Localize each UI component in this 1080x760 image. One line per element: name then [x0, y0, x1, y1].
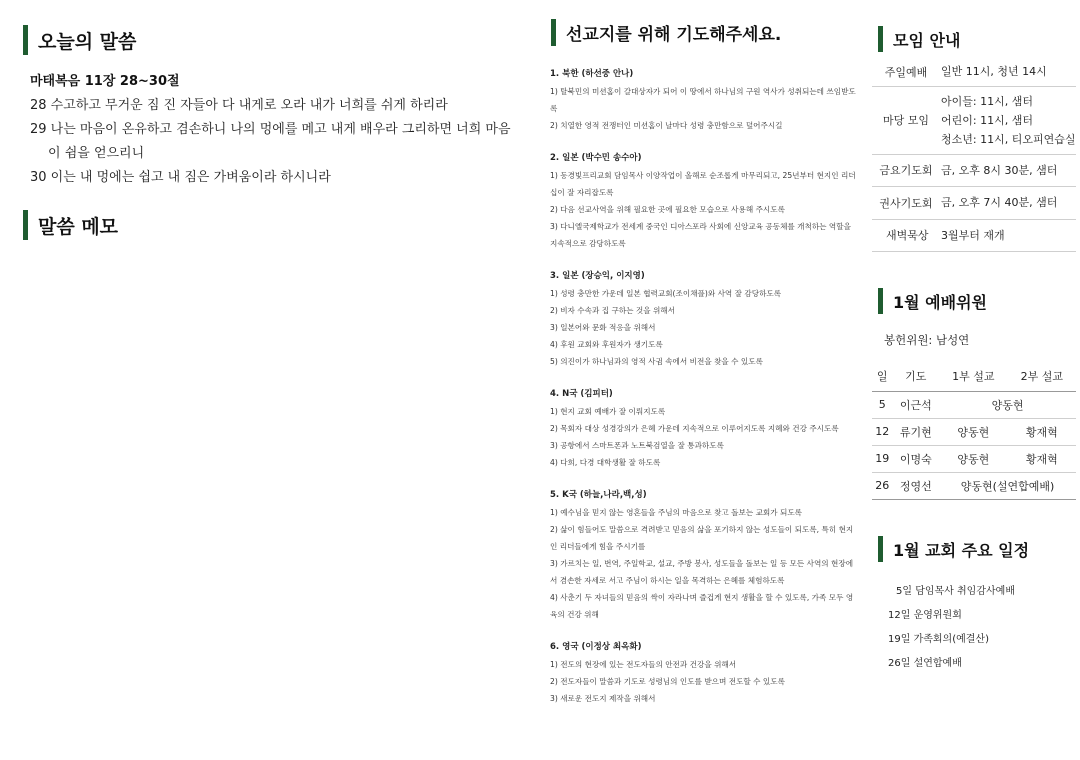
mission-prayer-heading [551, 19, 781, 46]
column-header: 1부 설교 [939, 362, 1007, 391]
heading-accent-bar [878, 288, 883, 314]
heading-accent-bar [23, 25, 28, 55]
table-row [872, 472, 1076, 499]
prayer-item: 2) 목회자 대상 성경강의가 은혜 가운데 지속적으로 이루어지도록 지혜와 건강 주시도록 [550, 424, 839, 433]
meeting-label: 금요기도회 [872, 154, 940, 186]
meeting-value-line: 금, 오후 8시 30분, 샘터 [941, 163, 1058, 177]
sermon-cell: 양동현 [939, 418, 1007, 445]
schedule-item: 19일 가족회의(예결산) [888, 634, 989, 645]
day-cell: 12 [872, 418, 892, 445]
worship-committee-title: 1월 예배위원 [893, 292, 987, 312]
meeting-info-heading [878, 26, 960, 52]
prayer-group-title: 5. K국 (하늘,나라,백,성) [550, 490, 647, 500]
meeting-value-line: 3월부터 재개 [941, 228, 1005, 242]
table-row [872, 86, 1076, 154]
verse-line: 30 이는 내 멍에는 쉽고 내 짐은 가벼움이라 하시니라 [30, 170, 331, 185]
sermon-cell: 양동현(설연합예배) [939, 472, 1076, 499]
column-header: 기도 [892, 362, 939, 391]
meeting-label: 새벽묵상 [872, 219, 940, 251]
sermon-cell: 황재혁 [1008, 418, 1076, 445]
meeting-value-line: 청소년: 11시, 티오피연습실 [941, 132, 1076, 146]
sermon-cell: 양동현 [939, 445, 1007, 472]
sermon-cell: 황재혁 [1008, 445, 1076, 472]
prayer-item: 3) 가르치는 일, 번역, 주일학교, 설교, 주방 봉사, 성도들을 돌보는 일 등 모든 사역의 현장에서 겸손한 자세로 서고 주님이 하시는 일을 목격하는 은혜를 체험하도록 [550, 559, 854, 585]
mission-prayer-title: 선교지를 위해 기도해주세요. [566, 25, 782, 45]
meeting-value [940, 154, 1076, 186]
meeting-value-line: 아이들: 11시, 샘터 [941, 94, 1033, 108]
prayer-group [550, 487, 860, 623]
prayer-group [550, 150, 860, 252]
table-row [872, 154, 1076, 186]
prayer-cell: 이근석 [892, 391, 939, 418]
heading-accent-bar [878, 536, 883, 562]
verse-line: 이 쉼을 얻으리니 [48, 146, 145, 161]
table-row [872, 391, 1076, 418]
day-cell: 19 [872, 445, 892, 472]
prayer-item: 5) 의진이가 하나님과의 영적 사귐 속에서 비전을 찾을 수 있도록 [550, 357, 763, 366]
meeting-info-table [872, 58, 1076, 252]
prayer-item: 1) 동경빛프리교회 담임목사 이양작업이 올해로 순조롭게 마무리되고, 25년부터 현지인 리더십이 잘 자리잡도록 [550, 171, 856, 197]
word-memo-title: 말씀 메모 [38, 215, 119, 238]
church-schedule-title: 1월 교회 주요 일정 [893, 540, 1030, 560]
todays-word-heading [23, 25, 136, 55]
worship-committee-heading [878, 288, 987, 314]
meeting-value [940, 58, 1076, 86]
heading-accent-bar [878, 26, 883, 52]
meeting-value-line: 어린이: 11시, 샘터 [941, 113, 1033, 127]
heading-accent-bar [551, 19, 556, 46]
meeting-value-line: 일반 11시, 청년 14시 [941, 65, 1047, 79]
table-row [872, 58, 1076, 86]
prayer-item: 4) 다희, 다경 대학생활 잘 하도록 [550, 458, 661, 467]
prayer-item: 4) 사춘기 두 자녀들의 믿음의 싹이 자라나며 즐겁게 현지 생활을 할 수 있도록, 가족 모두 영육의 건강 위해 [550, 593, 854, 619]
meeting-value [940, 86, 1076, 154]
prayer-item: 3) 새로운 전도지 제작을 위해서 [550, 694, 656, 703]
meeting-info-title: 모임 안내 [893, 30, 961, 50]
meeting-label: 주일예배 [872, 58, 940, 86]
prayer-group [550, 386, 860, 471]
prayer-cell: 이명숙 [892, 445, 939, 472]
prayer-item: 2) 치열한 영적 전쟁터인 미션홈이 날마다 성령 충만함으로 덮어주시길 [550, 121, 783, 130]
prayer-cell: 류기현 [892, 418, 939, 445]
day-cell: 5 [872, 391, 892, 418]
prayer-item: 1) 예수님을 믿지 않는 영혼들을 주님의 마음으로 찾고 돌보는 교회가 되도록 [550, 508, 802, 517]
prayer-group [550, 268, 860, 370]
word-memo-heading [23, 210, 118, 240]
todays-word-title: 오늘의 말씀 [38, 30, 137, 53]
table-row [872, 418, 1076, 445]
schedule-item: 5일 담임목사 취임감사예배 [896, 586, 1015, 597]
prayer-item: 3) 다니엘국제학교가 전세계 중국인 디아스포라 사회에 신앙교육 공동체를 개척하는 역할을 지속적으로 감당하도록 [550, 222, 851, 248]
column-header: 일 [872, 362, 892, 391]
schedule-item: 26일 설연합예배 [888, 658, 962, 669]
sermon-cell: 양동현 [939, 391, 1076, 418]
offering-committee: 봉헌위원: 남성연 [884, 333, 970, 347]
prayer-item: 1) 성령 충만한 가운데 일본 협력교회(조이채플)와 사역 잘 감당하도록 [550, 289, 782, 298]
meeting-label: 마당 모임 [872, 86, 940, 154]
prayer-cell: 정영선 [892, 472, 939, 499]
heading-accent-bar [23, 210, 28, 240]
prayer-item: 3) 일본어와 문화 적응을 위해서 [550, 323, 656, 332]
day-cell: 26 [872, 472, 892, 499]
table-row [872, 219, 1076, 251]
meeting-value-line: 금, 오후 7시 40분, 샘터 [941, 196, 1058, 209]
verse-line: 29 나는 마음이 온유하고 겸손하니 나의 멍에를 메고 내게 배우라 그리하면 너희 마음 [30, 122, 511, 137]
table-row [872, 445, 1076, 472]
table-header-row [872, 362, 1076, 391]
prayer-group-title: 4. N국 (김피터) [550, 389, 613, 399]
prayer-item: 1) 전도의 현장에 있는 전도자들의 안전과 건강을 위해서 [550, 660, 737, 669]
prayer-item: 2) 비자 수속과 집 구하는 것을 위해서 [550, 306, 675, 315]
prayer-group-title: 6. 영국 (이정상 최옥화) [550, 642, 642, 652]
meeting-label: 권사기도회 [872, 186, 940, 219]
prayer-item: 2) 삶이 힘들어도 말씀으로 격려받고 믿음의 삶을 포기하지 않는 성도들이 되도록, 특히 현지인 리더들에게 힘을 주시기를 [550, 525, 854, 551]
prayer-group-title: 2. 일본 (박수민 송수아) [550, 153, 642, 163]
worship-committee-table [872, 362, 1076, 500]
prayer-group [550, 66, 860, 134]
prayer-item: 4) 후원 교회와 후원자가 생기도록 [550, 340, 663, 349]
prayer-item: 2) 전도자들이 말씀과 기도로 성령님의 인도를 받으며 전도할 수 있도록 [550, 677, 785, 686]
meeting-value [940, 219, 1076, 251]
table-row [872, 186, 1076, 219]
meeting-value [940, 186, 1076, 219]
prayer-group-title: 3. 일본 (장승익, 이지영) [550, 271, 645, 281]
prayer-group [550, 639, 860, 707]
verse-line: 28 수고하고 무거운 짐 진 자들아 다 내게로 오라 내가 너희를 쉬게 하리라 [30, 98, 448, 113]
schedule-item: 12일 운영위원회 [888, 610, 962, 621]
prayer-item: 3) 공항에서 스마트폰과 노트북검열을 잘 통과하도록 [550, 441, 724, 450]
prayer-item: 1) 탈북민의 미션홈이 갈대상자가 되어 이 땅에서 하나님의 구원 역사가 성취되는데 쓰임받도록 [550, 87, 856, 113]
column-header: 2부 설교 [1008, 362, 1076, 391]
prayer-group-title: 1. 북한 (하선중 안나) [550, 69, 634, 79]
prayer-item: 2) 다음 선교사역을 위해 필요한 곳에 필요한 모습으로 사용해 주시도록 [550, 205, 785, 214]
scripture-reference: 마태복음 11장 28~30절 [30, 74, 180, 89]
church-schedule-heading [878, 536, 1029, 562]
prayer-item: 1) 현지 교회 예배가 잘 이뤄지도록 [550, 407, 666, 416]
church-schedule-list [888, 580, 1015, 676]
mission-prayer-list [550, 66, 860, 723]
